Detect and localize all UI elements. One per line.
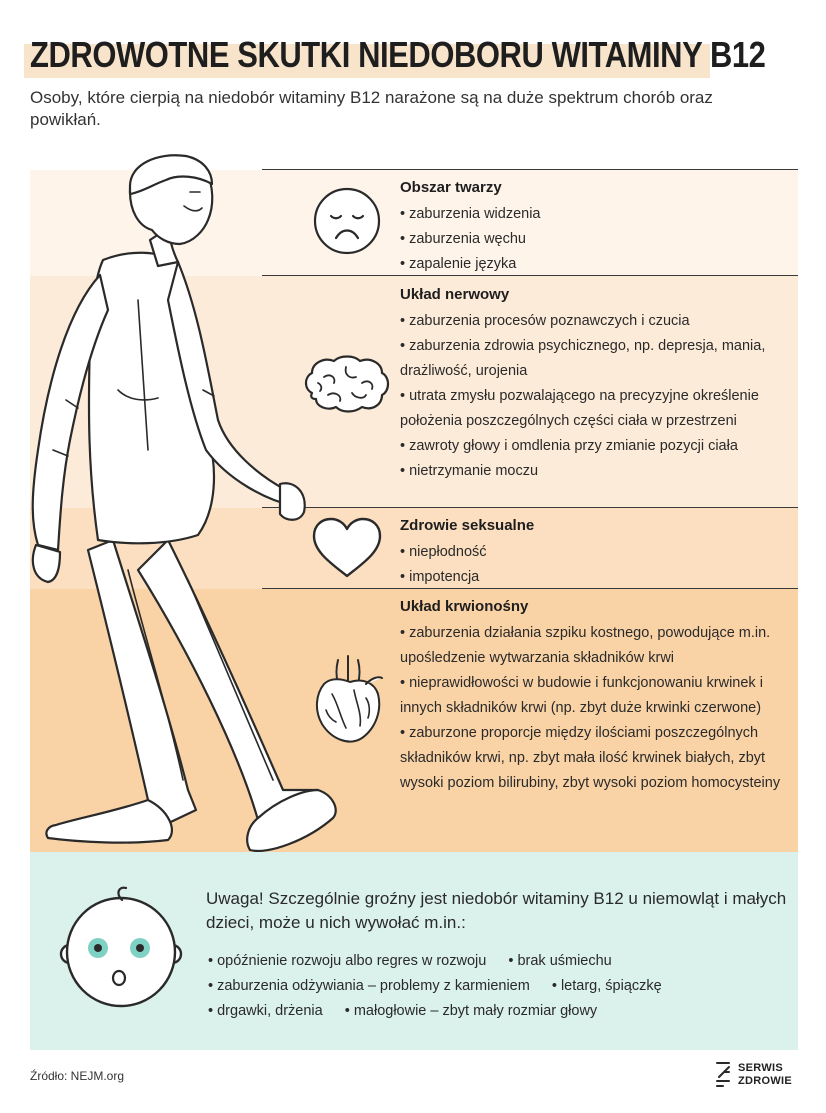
warning-row (208, 1000, 798, 1025)
list-item: • nieprawidłowości w budowie i funkcjonowaniu krwinek i innych składników krwi (np. zbyt duże krwinki czerwone) (400, 671, 800, 721)
section-sexual (400, 516, 800, 590)
list-item: • zaburzenia odżywiania – problemy z karmieniem (208, 978, 530, 994)
page-subtitle: Osoby, które cierpią na niedobór witaminy B12 narażone są na duże spektrum chorób oraz powikłań. (30, 88, 713, 129)
section-title: Układ krwionośny (400, 598, 529, 615)
section-blood (400, 597, 800, 796)
section-title: Zdrowie seksualne (400, 517, 535, 534)
warning-row (208, 950, 798, 975)
section-face (400, 178, 800, 277)
list-item: • zaburzenia procesów poznawczych i czucia (400, 309, 800, 334)
heart-icon (310, 516, 384, 580)
list-item: • utrata zmysłu pozwalającego na precyzyjne określenie położenia poszczególnych części ciała w przestrzeni (400, 384, 800, 434)
brain-icon (302, 355, 390, 413)
warning-row (208, 975, 798, 1000)
logo-line-1: SERWIS (738, 1062, 783, 1074)
page-title: ZDROWOTNE SKUTKI NIEDOBORU WITAMINY B12 (30, 34, 766, 75)
section-nervous (400, 285, 800, 484)
warning-text: Uwaga! Szczególnie groźny jest niedobór witaminy B12 u niemowląt i małych dzieci, może u nich wywołać m.in.: (206, 889, 787, 932)
list-item: • zaburzenia widzenia (400, 202, 800, 227)
list-item: • letarg, śpiączkę (552, 978, 662, 994)
list-item: • małogłowie – zbyt mały rozmiar głowy (345, 1003, 597, 1019)
anatomical-heart-icon (310, 654, 384, 746)
list-item: • zawroty głowy i omdlenia przy zmianie pozycji ciała (400, 434, 800, 459)
list-item: • nietrzymanie moczu (400, 459, 800, 484)
list-item: • opóźnienie rozwoju albo regres w rozwoju (208, 953, 486, 969)
list-item: • zaburzone proporcje między ilościami poszczególnych składników krwi, np. zbyt mała ilość krwinek białych, zbyt wysoki poziom bilirubiny, zbyt wysoki poziom homocysteiny (400, 721, 800, 796)
list-item: • niepłodność (400, 540, 800, 565)
logo-mark-icon (714, 1060, 732, 1090)
list-item: • zaburzenia zdrowia psychicznego, np. depresja, mania, drażliwość, urojenia (400, 334, 800, 384)
list-item: • zapalenie języka (400, 252, 800, 277)
list-item: • zaburzenia działania szpiku kostnego, powodujące m.in. upośledzenie wytwarzania składników krwi (400, 621, 800, 671)
sad-face-icon (312, 186, 382, 256)
logo-line-2: ZDROWIE (738, 1075, 793, 1087)
baby-face-icon (58, 886, 184, 1012)
list-item: • impotencja (400, 565, 800, 590)
divider (262, 169, 798, 170)
warning-list (208, 950, 798, 1025)
list-item: • zaburzenia węchu (400, 227, 800, 252)
section-title: Obszar twarzy (400, 179, 502, 196)
list-item: • drgawki, drżenia (208, 1003, 323, 1019)
serwis-zdrowie-logo (714, 1060, 792, 1090)
divider (262, 507, 798, 508)
walking-man-illustration (18, 150, 338, 865)
list-item: • brak uśmiechu (508, 953, 611, 969)
source-note: Źródło: NEJM.org (30, 1069, 125, 1083)
section-title: Układ nerwowy (400, 286, 510, 303)
